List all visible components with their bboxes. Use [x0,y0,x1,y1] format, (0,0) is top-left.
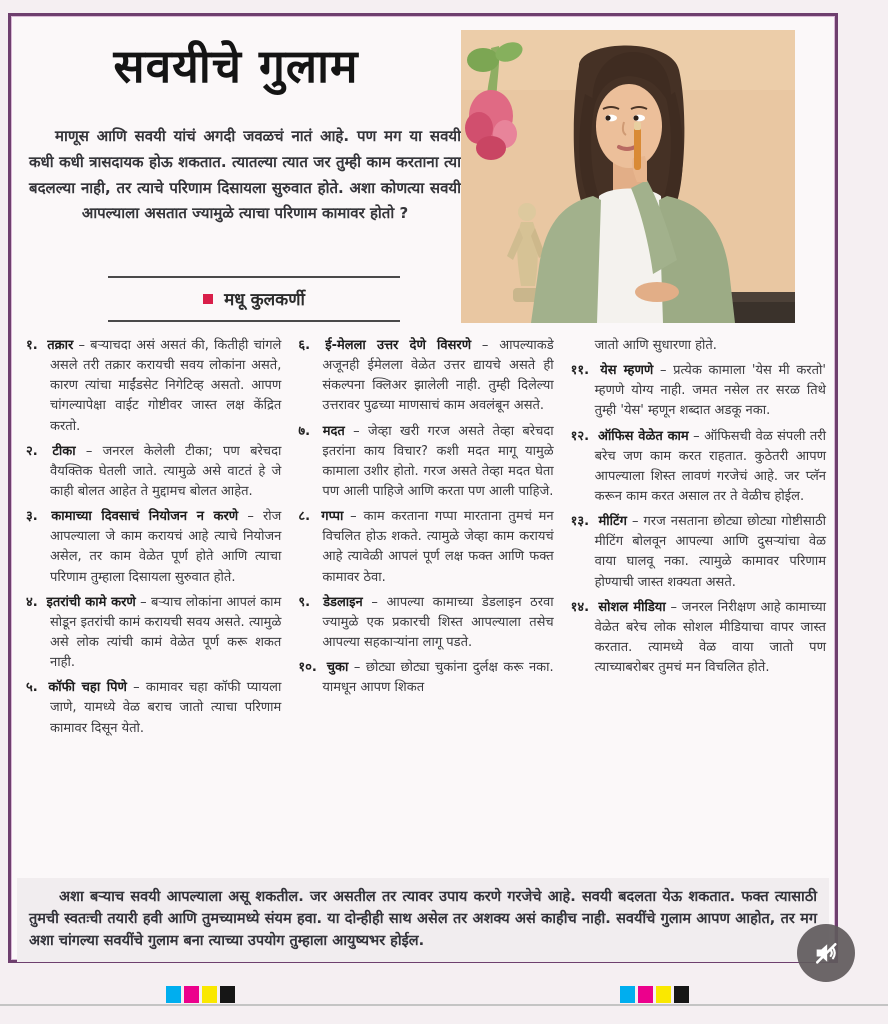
habit-item-text: रोज आपल्याला जे काम करायचं आहे त्याचे नियोजन असेल, तर काम वेळेत पूर्ण होते आणि त्याचा परिणाम तुम्हाला दिसायला सुरुवात होते. [50,509,282,585]
habit-item-number: २. [26,443,49,459]
habit-item-continuation: जातो आणि सुधारणा होते. [594,338,717,353]
dash-separator: – [75,443,103,459]
habit-item [298,658,553,698]
registration-mark [166,986,181,1003]
registration-mark [674,986,689,1003]
habit-item-heading: सोशल मीडिया [598,599,666,615]
habit-item-text: जेव्हा खरी गरज असते तेव्हा बरेचदा इतरांना काय विचार? कशी मदत मागू यामुळे कामाला उशीर होतो. गरज असते तेव्हा मदत घेता पण आली पाहिजे आणि करता पण आली पाहिजे. [322,423,554,499]
habit-item [298,507,553,588]
newspaper-page [8,13,838,963]
habit-item-number: ५. [26,680,45,696]
habit-item-number: १३. [570,514,595,530]
habit-item-text: बऱ्याचदा असं असतं की, कितीही चांगले असले तरी तक्रार करायची सवय लोकांना असते, कारण त्यांचा माईंडसेट निगेटिव्ह असतो. आपण चांगल्यापेक्षा वाईट गोष्टीवर जास्त लक्ष केंद्रित करतो. [50,338,282,434]
habit-item-number: ७. [298,423,319,439]
dash-separator: – [653,363,674,379]
registration-mark [656,986,671,1003]
dash-separator: – [73,338,91,353]
habit-item-number: ३. [26,509,48,525]
habit-item-heading: मदत [322,423,345,439]
habit-item-text: जनरल केलेली टीका; पण बरेचदा वैयक्तिक घेतली जाते. त्यामुळे असे वाटतं हे जे काही बोलत आहेत ते मुद्दामच बोलत आहेत. [50,443,282,499]
habit-item-heading: ई-मेलला उत्तर देणे विसरणे [325,338,472,353]
habit-item-number: ४. [26,594,43,610]
habit-item-text: आपल्याकडे अजूनही ईमेलला वेळेत उत्तर द्यायचे असते ही संकल्पना क्लिअर झालेली नाही. तुम्ही दिलेल्या उत्तरावर पुढच्या माणसाचं काम अवलंबून असते. [322,338,554,414]
registration-mark [638,986,653,1003]
habit-item [26,442,281,502]
dash-separator: – [348,660,366,676]
registration-mark [202,986,217,1003]
habit-item [26,678,281,738]
habit-item-number: ११. [570,363,597,379]
article-intro: माणूस आणि सवयी यांचं अगदी जवळचं नातं आहे. पण मग या सवयी कधी कधी त्रासदायक होऊ शकतात. त्यातल्या त्यात जर तुम्ही काम करताना त्या बदलल्या नाही, तर त्याचे परिणाम दिसायला सुरुवात होते. अशा कोणत्या सवयी आपल्याला असतात ज्यामुळे त्याचा परिणाम कामावर होतो ? [29,127,461,223]
habit-item-text: काम करताना गप्पा मारताना तुमचं मन विचलित होऊ शकते. त्यामुळे जेव्हा काम करायचं आहे त्यावेळी आपलं पूर्ण लक्ष फक्त आणि फक्त कामावर ठेवा. [322,509,554,585]
woman-thinking-photo [461,30,795,323]
habit-item-text: कामावर चहा कॉफी प्यायला जाणे, यामध्ये वेळ बराच जातो त्याचा परिणाम कामावर दिसून येतो. [50,680,282,736]
habit-item-heading: तक्रार [47,338,74,353]
habit-item-heading: टीका [52,443,76,459]
habit-item-text: छोट्या छोट्या चुकांना दुर्लक्ष करू नका. यामधून आपण शिकत [322,660,554,696]
habit-item [571,512,826,593]
dash-separator: – [471,338,500,353]
registration-mark [184,986,199,1003]
article-photo [461,30,795,323]
print-registration-marks-right [620,986,689,1003]
habit-item-heading: मीटिंग [598,514,627,530]
habit-item [298,336,553,417]
column-3 [571,336,826,876]
habit-item [571,427,826,508]
habit-item-text: गरज नसताना छोट्या छोट्या गोष्टीसाठी मीटिंग बोलवून आपल्या आणि दुसऱ्यांचा वेळ वाया घालवू नका. त्यामुळे कामावर परिणाम होण्याची जास्त शक्यता असते. [594,514,826,590]
dash-separator: – [688,428,705,444]
article-title: सवयीचे गुलाम [113,39,359,93]
dash-separator: – [344,423,368,439]
habit-item [571,598,826,679]
habit-item-heading: येस म्हणणे [600,363,654,379]
byline [108,276,400,322]
habit-item-heading: कामाच्या दिवसाचं नियोजन न करणे [51,509,239,525]
article-conclusion: अशा बऱ्याच सवयी आपल्याला असू शकतील. जर असतील तर त्यावर उपाय करणे गरजेचे आहे. सवयी बदलता येऊ शकतात. फक्त त्यासाठी तुमची स्वतःची तयारी हवी आणि तुमच्यामध्ये संयम हवा. या दोन्हीही साथ असेल तर अशक्य असं काहीच नाही. सवयींचे गुलाम आपण आहोत, तर मग अशा चांगल्या सवयींचे गुलाम बना त्याच्या उपयोग तुम्हाला आयुष्यभर होईल. [17,878,829,962]
muted-speaker-icon [812,939,840,967]
column-1 [26,336,281,876]
habit-item-text: ऑफिसची वेळ संपली तरी बरेच जण काम करत राहतात. कुठेतरी आपण आपल्याला शिस्त लावणं गरजेचं आहे. जर प्लॅन करून काम करत असाल तर ते वेळीच होईल. [594,428,826,504]
dash-separator: – [665,599,682,615]
habit-item-number: ६. [298,338,322,353]
registration-mark [620,986,635,1003]
dash-separator: – [362,594,387,610]
habit-item-number: ९. [298,594,320,610]
dash-separator: – [126,680,146,696]
habit-item-number: १४. [570,599,595,615]
habit-item-heading: चुका [326,660,349,676]
habit-item [298,422,553,503]
habit-item [571,361,826,421]
habit-item-heading: गप्पा [321,509,344,525]
registration-mark [220,986,235,1003]
article-columns [26,336,826,876]
habit-item-text: जनरल निरीक्षण आहे कामाच्या वेळेत बरेच लोक सोशल मीडियाचा वापर जास्त करतात. त्यामध्ये वेळ वाया जातो पण त्याच्याबरोबर तुमचं मन विचलित होते. [594,599,826,676]
byline-bullet-icon [203,294,213,304]
habit-item-text: प्रत्येक कामाला 'येस मी करतो' म्हणणे योग्य नाही. जमत नसेल तर सरळ तिथे तुम्ही 'येस' म्हणून शब्दात अडकू नका. [594,363,826,419]
habit-item-heading: डेडलाइन [323,594,363,610]
habit-item-heading: कॉफी चहा पिणे [48,680,127,696]
mute-button[interactable] [797,924,855,982]
column-2 [298,336,553,876]
bottom-rule [0,1004,888,1006]
habit-item-text: बऱ्याच लोकांना आपलं काम सोडून इतरांची कामं करायची सवय असते. त्यामुळे असे लोक त्यांची कामं वेळेत पूर्ण करू शकत नाही. [50,594,282,671]
print-registration-marks-left [166,986,235,1003]
habit-item-heading: इतरांची कामे करणे [46,594,136,610]
dash-separator: – [135,594,151,610]
habit-item-number: ८. [298,509,318,525]
habit-item-heading: ऑफिस वेळेत काम [597,428,689,444]
habit-item [26,336,281,437]
habit-item-text: आपल्या कामाच्या डेडलाइन ठरवा ज्यामुळे एक प्रकारची शिस्त आपल्याला तसेच आपल्या सहकाऱ्यांना लागू पडते. [322,594,554,650]
habit-item-number: १०. [298,660,323,676]
habit-item-number: १२. [570,428,594,444]
byline-author: मधू कुलकर्णी [224,290,305,310]
dash-separator: – [343,509,364,525]
dash-separator: – [626,514,644,530]
habit-item [26,593,281,674]
habit-item [26,507,281,588]
habit-item-number: १. [26,338,44,353]
dash-separator: – [238,509,263,525]
habit-item [298,593,553,653]
